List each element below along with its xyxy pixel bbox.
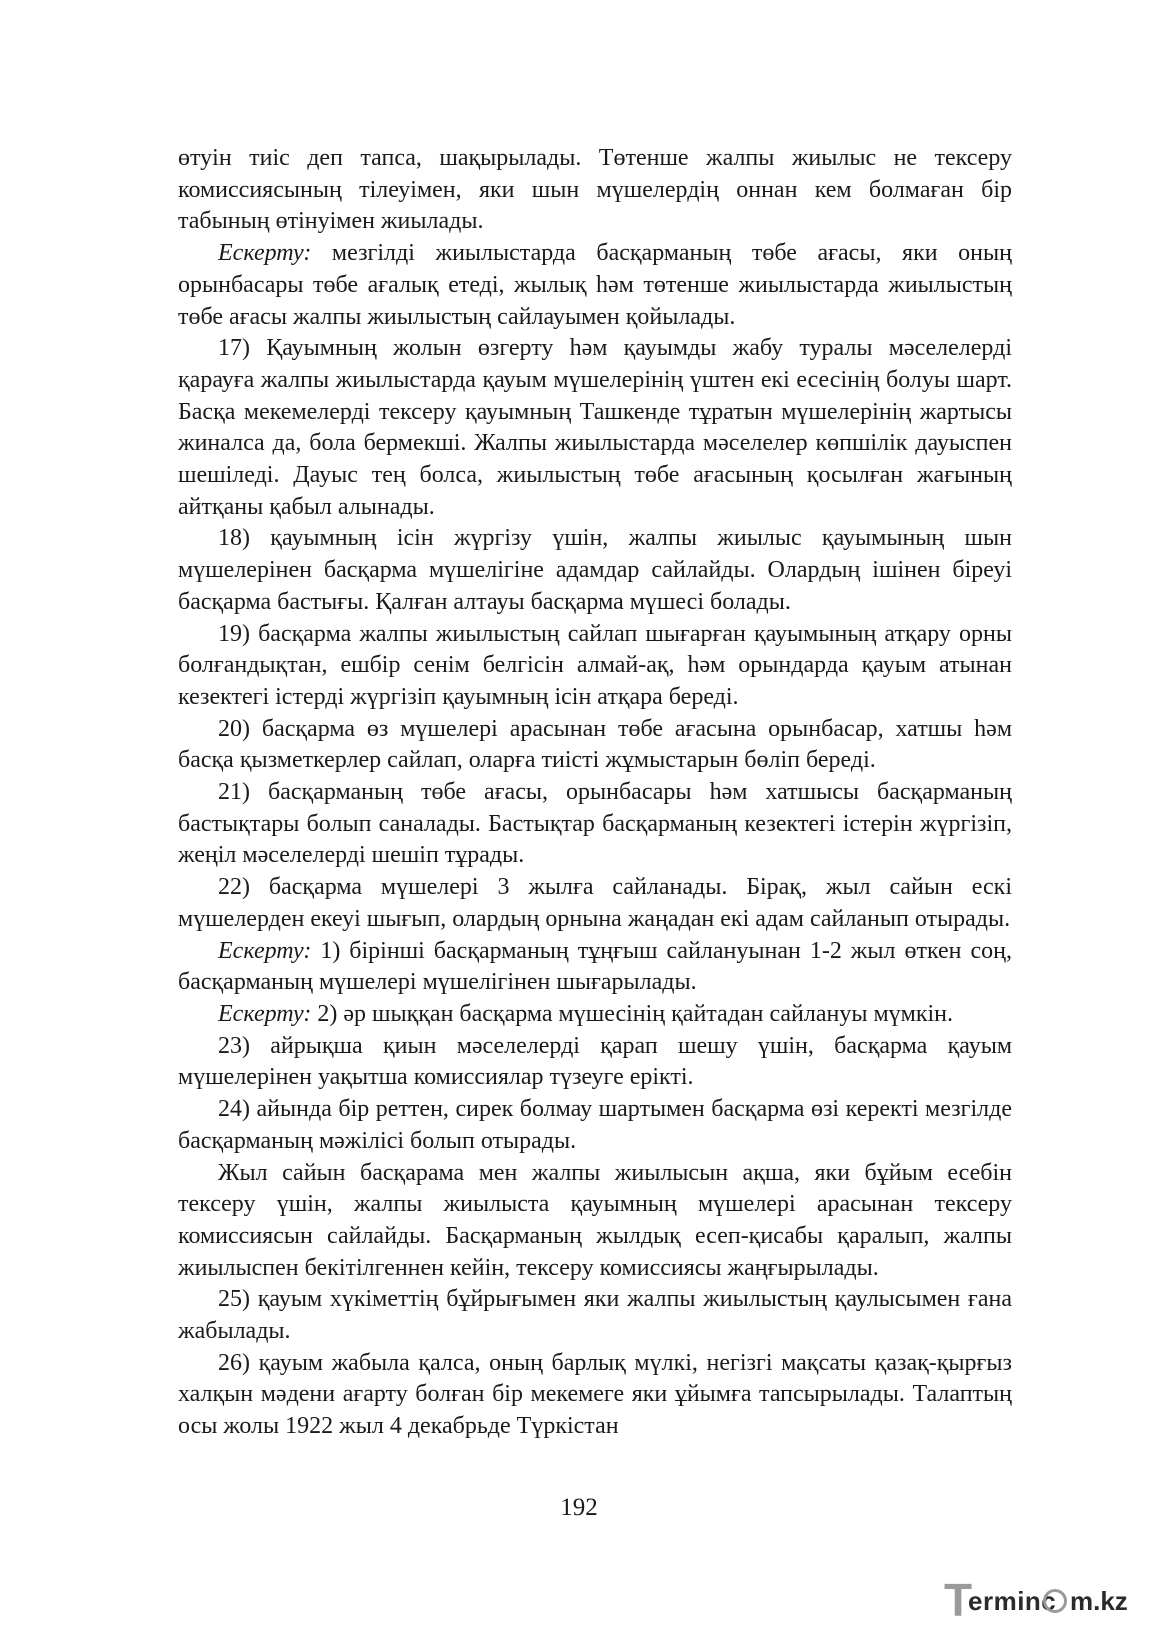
paragraph-text: 17) Қауымның жолын өзгерту һәм қауымды жабу туралы мәселелерді қарауға жалпы жиылыстарда қауым мүшелерінің үштен екі есесінің болуы шарт. Басқа мекемелерді тексеру қауымның Ташкенде тұратын мүшелерінің жартысы жиналса да, бола бермекші. Жалпы жиылыстарда мәселелер көпшілік дауыспен шешіледі. Дауыс тең болса, жиылыстың төбе ағасының қосылған жағының айтқаны қабыл алынады. (178, 335, 1012, 520)
paragraph (178, 872, 1012, 935)
paragraph (178, 523, 1012, 618)
paragraph-text: Жыл сайын басқарама мен жалпы жиылысын ақша, яки бұйым есебін тексеру үшін, жалпы жиылыста қауымның мүшелері арасынан тексеру комиссиясын сайлайды. Басқарманың жылдық есеп-қисабы қаралып, жалпы жиылыспен бекітілгеннен кейін, тексеру комиссиясы жаңғырылады. (178, 1159, 1012, 1281)
paragraph-text: мезгілді жиылыстарда басқарманың төбе ағасы, яки оның орынбасары төбе ағалық етеді, жылық һәм төтенше жиылыстарда жиылыстың төбе ағасы жалпы жиылыстың сайлауымен қойылады. (178, 240, 1012, 330)
paragraph-text: 2) әр шыққан басқарма мүшесінің қайтадан сайлануы мүмкін. (311, 1000, 954, 1027)
paragraph (178, 936, 1012, 999)
paragraph (178, 1094, 1012, 1157)
paragraph (178, 777, 1012, 872)
paragraph (178, 714, 1012, 777)
paragraph-text: 25) қауым хүкіметтің бұйрығымен яки жалпы жиылыстың қаулысымен ғана жабылады. (178, 1286, 1012, 1345)
watermark-text: erminc (968, 1586, 1057, 1616)
paragraph (178, 999, 1012, 1031)
page-body (178, 143, 1012, 1443)
paragraph-text: 22) басқарма мүшелері 3 жылға сайланады. Бірақ, жыл сайын ескі мүшелерден екеуі шығып, олардың орнына жаңадан екі адам сайланып отырады. (178, 874, 1012, 932)
note-label: Ескерту: (218, 937, 312, 964)
paragraph-text: 24) айында бір реттен, сирек болмау шартымен басқарма өзі керекті мезгілде басқарманың мәжілісі болып отырады. (178, 1096, 1012, 1154)
termincom-watermark-logo (944, 1574, 1144, 1627)
paragraph (178, 1348, 1012, 1443)
watermark-domain: m.kz (1070, 1586, 1128, 1616)
paragraph-text: өтуін тиіс деп тапса, шақырылады. Төтенше жалпы жиылыс не тексеру комиссиясының тілеуімен, яки шын мүшелердің оннан кем болмаған бір табының өтінуімен жиылады. (178, 145, 1012, 235)
paragraph-text: 20) басқарма өз мүшелері арасынан төбе ағасына орынбасар, хатшы һәм басқа қызметкерлер сайлап, оларға тиісті жұмыстарын бөліп береді. (178, 715, 1012, 774)
paragraph (178, 238, 1012, 333)
watermark-circle-icon (1043, 1589, 1067, 1613)
note-label: Ескерту: (218, 1000, 312, 1027)
paragraph (178, 1031, 1012, 1094)
watermark-letter-t: T (944, 1574, 973, 1626)
paragraph-text: 26) қауым жабыла қалса, оның барлық мүлкі, негізгі мақсаты қазақ-қырғыз халқын мәдени ағарту болған бір мекемеге яки ұйымға тапсырылады. Талаптың осы жолы 1922 жыл 4 декабрьде Түркістан (178, 1349, 1012, 1440)
paragraph-text: 21) басқарманың төбе ағасы, орынбасары һәм хатшысы басқарманың бастықтары болып саналады. Бастықтар басқарманың кезектегі істерін жүргізіп, жеңіл мәселелерді шешіп тұрады. (178, 779, 1012, 869)
page-number: 192 (560, 1494, 598, 1521)
paragraph-text: 23) айрықша қиын мәселелерді қарап шешу үшін, басқарма қауым мүшелерінен уақытша комиссиялар түзеуге ерікті. (178, 1032, 1012, 1091)
paragraph-text: 1) бірінші басқарманың тұңғыш сайлануынан 1-2 жыл өткен соң, басқарманың мүшелері мүшелігінен шығарылады. (178, 937, 1012, 996)
paragraph (178, 333, 1012, 523)
paragraph-text: 18) қауымның ісін жүргізу үшін, жалпы жиылыс қауымының шын мүшелерінен басқарма мүшелігіне адамдар сайлайды. Олардың ішінен біреуі басқарма бастығы. Қалған алтауы басқарма мүшесі болады. (178, 525, 1012, 615)
paragraph-text: 19) басқарма жалпы жиылыстың сайлап шығарған қауымының атқару орны болғандықтан, ешбір сенім белгісін алмай-ақ, һәм орындарда қауым атынан кезектегі істерді жүргізіп қауымның ісін атқара береді. (178, 620, 1012, 710)
paragraph (178, 1158, 1012, 1285)
paragraph (178, 143, 1012, 238)
paragraph (178, 619, 1012, 714)
paragraph (178, 1284, 1012, 1347)
note-label: Ескерту: (218, 240, 312, 267)
